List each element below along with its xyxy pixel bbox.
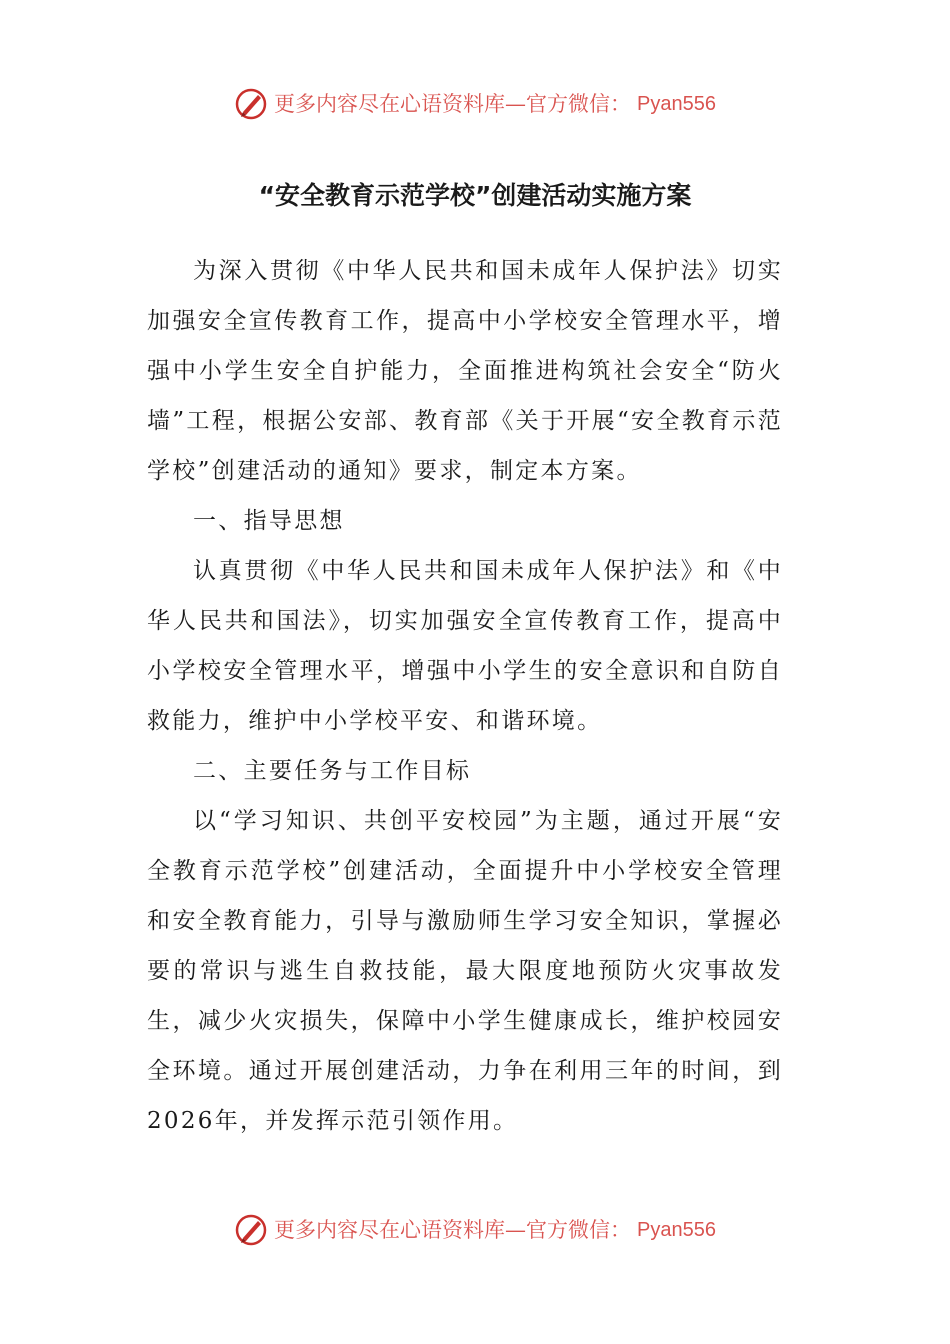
pen-logo-icon (234, 87, 268, 121)
section-heading-tasks-goals: 二、主要任务与工作目标 (193, 758, 472, 784)
section-body-tasks-goals: 以“学习知识、共创平安校园”为主题，通过开展“安全教育示范学校”创建活动，全面提升中小学校安全管理和安全教育能力，引导与激励师生学习安全知识，掌握必要的常识与逃生自救技能，最大限度地预防火灾事故发生，减少火灾损失，保障中小学生健康成长，维护校园安全环境。通过开展创建活动，力争在利用三年的时间，到2026年，并发挥示范引领作用。 (147, 808, 783, 1134)
pen-logo-icon (234, 1213, 268, 1247)
watermark-wechat-id: Pyan556 (637, 1219, 716, 1241)
document-title: “安全教育示范学校”创建活动实施方案 (258, 181, 692, 210)
document-body (147, 246, 783, 1146)
intro-paragraph: 为深入贯彻《中华人民共和国未成年人保护法》切实加强安全宣传教育工作，提高中小学校安全管理水平，增强中小学生安全自护能力，全面推进构筑社会安全“防火墙”工程，根据公安部、教育部《关于开展“安全教育示范学校”创建活动的通知》要求，制定本方案。 (147, 258, 783, 484)
section-body-guiding-ideology: 认真贯彻《中华人民共和国未成年人保护法》和《中华人民共和国法》，切实加强安全宣传教育工作，提高中小学校安全管理水平，增强中小学生的安全意识和自防自救能力，维护中小学校平安、和谐环境。 (147, 558, 783, 734)
watermark-header (0, 84, 950, 124)
watermark-text: 更多内容尽在心语资料库—官方微信： (274, 1218, 632, 1242)
section-heading-guiding-ideology: 一、指导思想 (193, 508, 345, 534)
watermark-footer (0, 1210, 950, 1250)
watermark-wechat-id: Pyan556 (637, 93, 716, 115)
watermark-text: 更多内容尽在心语资料库—官方微信： (274, 92, 632, 116)
